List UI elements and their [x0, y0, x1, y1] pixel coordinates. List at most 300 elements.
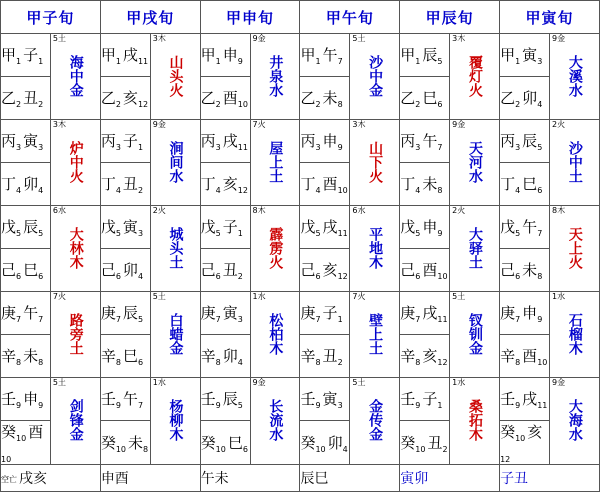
- nayin-number: 7: [352, 292, 358, 301]
- heavenly-stem: 丙: [1, 131, 17, 150]
- nayin-cell: [450, 292, 500, 378]
- stem-number: 10: [16, 434, 27, 444]
- heavenly-stem: 戊: [300, 217, 316, 236]
- earthly-branch: 寅: [522, 45, 538, 64]
- nayin-tag: [53, 207, 66, 215]
- nayin-tag: [552, 207, 565, 215]
- stem-number: 5: [115, 229, 121, 239]
- heavenly-stem: 癸: [1, 423, 17, 441]
- footer-row: [1, 465, 600, 492]
- nayin-element: 火: [357, 292, 366, 301]
- nayin-tag: [153, 379, 166, 387]
- heavenly-stem: 壬: [500, 389, 516, 408]
- branch-number: 11: [437, 315, 448, 325]
- ganzhi-cell: [500, 163, 550, 206]
- ganzhi-cell: [500, 77, 550, 120]
- earthly-branch: 酉: [422, 260, 438, 279]
- earthly-branch: 申: [222, 45, 238, 64]
- heavenly-stem: 辛: [1, 346, 17, 365]
- heavenly-stem: 癸: [300, 433, 316, 452]
- stem-number: 7: [415, 315, 421, 325]
- heavenly-stem: 甲: [200, 45, 216, 64]
- branch-number: 12: [137, 100, 149, 110]
- ganzhi-cell: [100, 34, 150, 77]
- nayin-element: 水: [357, 206, 366, 215]
- nayin-cell: [549, 206, 599, 292]
- nayin-tag: [253, 207, 266, 215]
- nayin-element: 土: [157, 292, 166, 301]
- ganzhi-cell: [400, 206, 450, 249]
- earthly-branch: 亥: [422, 346, 438, 365]
- nayin-element: 土: [457, 292, 466, 301]
- heavenly-stem: 乙: [500, 88, 516, 107]
- ganzhi-cell: [100, 206, 150, 249]
- stem-number: 4: [215, 186, 221, 196]
- heavenly-stem: 甲: [500, 45, 516, 64]
- stem-number: 5: [215, 229, 221, 239]
- branch-number: 3: [137, 229, 144, 239]
- earthly-branch: 卯: [522, 88, 538, 107]
- stem-number: 5: [16, 229, 22, 239]
- nayin-element: 木: [457, 34, 466, 43]
- ganzhi-cell: [300, 120, 350, 163]
- nayin-name: 金传金: [367, 399, 384, 442]
- stem-number: 10: [315, 444, 326, 454]
- nayin-cell: [150, 378, 200, 465]
- heavenly-stem: 癸: [200, 433, 216, 452]
- column-header: 甲辰旬: [400, 1, 500, 34]
- nayin-number: 5: [352, 378, 358, 387]
- heavenly-stem: 辛: [400, 346, 416, 365]
- branch-number: 7: [137, 401, 144, 411]
- earthly-branch: 卯: [122, 260, 138, 279]
- nayin-name: 山头火: [167, 54, 184, 97]
- stem-number: 2: [515, 100, 521, 110]
- ganzhi-cell: [100, 163, 150, 206]
- nayin-element: 金: [257, 378, 266, 387]
- nayin-cell: [350, 292, 400, 378]
- nayin-cell: [250, 120, 300, 206]
- heavenly-stem: 辛: [100, 346, 116, 365]
- nayin-element: 火: [457, 206, 466, 215]
- ganzhi-cell: [300, 292, 350, 335]
- earthly-branch: 酉: [222, 88, 238, 107]
- branch-number: 1: [137, 143, 144, 153]
- nayin-tag: [352, 293, 365, 301]
- nayin-cell: [50, 34, 100, 120]
- nayin-cell: [50, 292, 100, 378]
- stem-number: 1: [515, 57, 521, 67]
- kongwang-value: 戌亥: [19, 471, 47, 488]
- nayin-tag: [53, 121, 66, 129]
- nayin-name: 覆灯火: [466, 54, 483, 97]
- stem-number: 3: [16, 143, 22, 153]
- branch-number: 1: [237, 229, 243, 239]
- heavenly-stem: 戊: [400, 217, 416, 236]
- nayin-number: 3: [452, 34, 458, 43]
- nayin-tag: [53, 35, 66, 43]
- nayin-name: 大林木: [67, 226, 84, 269]
- stem-number: 6: [115, 272, 121, 282]
- branch-number: 6: [437, 100, 443, 110]
- stem-number: 4: [415, 186, 421, 196]
- branch-number: 12: [500, 455, 511, 465]
- heavenly-stem: 壬: [200, 389, 216, 408]
- earthly-branch: 戌: [522, 389, 538, 408]
- table-row: [1, 206, 600, 249]
- table-row: [1, 34, 600, 77]
- ganzhi-cell: [1, 335, 51, 378]
- stem-number: 7: [315, 315, 321, 325]
- branch-number: 3: [237, 315, 243, 325]
- stem-number: 2: [115, 100, 121, 110]
- nayin-number: 9: [252, 34, 258, 43]
- nayin-element: 火: [257, 120, 266, 129]
- nayin-cell: [50, 206, 100, 292]
- nayin-element: 水: [157, 378, 166, 387]
- stem-number: 2: [16, 100, 22, 110]
- branch-number: 10: [337, 186, 348, 196]
- stem-number: 3: [415, 143, 421, 153]
- earthly-branch: 子: [122, 131, 138, 150]
- ganzhi-cell: [1, 120, 51, 163]
- nayin-cell: [150, 120, 200, 206]
- branch-number: 8: [143, 444, 149, 454]
- stem-number: 2: [215, 100, 221, 110]
- ganzhi-cell: [1, 421, 51, 465]
- heavenly-stem: 丁: [500, 174, 516, 193]
- branch-number: 10: [237, 100, 248, 110]
- heavenly-stem: 甲: [400, 45, 416, 64]
- nayin-number: 1: [551, 292, 558, 301]
- nayin-cell: [50, 378, 100, 465]
- nayin-element: 木: [157, 34, 166, 43]
- earthly-branch: 巳: [422, 88, 438, 107]
- nayin-tag: [253, 35, 266, 43]
- ganzhi-cell: [400, 77, 450, 120]
- earthly-branch: 丑: [427, 433, 443, 452]
- stem-number: 3: [315, 143, 321, 153]
- nayin-cell: [549, 292, 599, 378]
- nayin-tag: [452, 379, 465, 387]
- nayin-tag: [452, 293, 465, 301]
- ganzhi-cell: [200, 206, 250, 249]
- nayin-name: 杨柳木: [167, 399, 184, 442]
- earthly-branch: 卯: [222, 346, 238, 365]
- nayin-tag: [153, 207, 166, 215]
- nayin-element: 土: [58, 378, 66, 387]
- ganzhi-cell: [100, 378, 150, 421]
- nayin-element: 土: [357, 378, 366, 387]
- stem-number: 8: [515, 358, 521, 368]
- nayin-name: 霹雳火: [267, 226, 284, 269]
- nayin-name: 石榴木: [566, 312, 583, 355]
- branch-number: 6: [137, 358, 144, 368]
- heavenly-stem: 庚: [100, 303, 116, 322]
- branch-number: 7: [537, 229, 543, 239]
- earthly-branch: 未: [322, 88, 338, 107]
- ganzhi-cell: [1, 292, 51, 335]
- earthly-branch: 未: [422, 174, 438, 193]
- ganzhi-cell: [500, 249, 550, 292]
- ganzhi-cell: [200, 249, 250, 292]
- stem-number: 8: [215, 358, 221, 368]
- ganzhi-cell: [100, 120, 150, 163]
- ganzhi-cell: [300, 421, 350, 465]
- nayin-name: 海中金: [67, 54, 84, 97]
- nayin-number: 9: [551, 378, 558, 387]
- earthly-branch: 丑: [23, 88, 39, 107]
- heavenly-stem: 己: [300, 260, 316, 279]
- nayin-cell: [250, 34, 300, 120]
- column-header: 甲寅旬: [500, 1, 600, 34]
- earthly-branch: 寅: [222, 303, 238, 322]
- nayin-element: 金: [457, 120, 466, 129]
- nayin-element: 木: [58, 120, 66, 129]
- earthly-branch: 寅: [322, 389, 338, 408]
- nayin-name: 白蜡金: [167, 312, 184, 355]
- nayin-cell: [150, 34, 200, 120]
- nayin-tag: [153, 293, 166, 301]
- heavenly-stem: 己: [500, 260, 516, 279]
- nayin-number: 5: [452, 292, 458, 301]
- nayin-number: 3: [352, 120, 358, 129]
- nayin-number: 5: [152, 292, 158, 301]
- stem-number: 8: [315, 358, 321, 368]
- branch-number: 7: [437, 143, 443, 153]
- nayin-element: 火: [557, 120, 566, 129]
- heavenly-stem: 乙: [300, 88, 316, 107]
- earthly-branch: 卯: [23, 174, 39, 193]
- branch-number: 6: [537, 186, 543, 196]
- branch-number: 2: [442, 444, 448, 454]
- nayin-element: 金: [257, 34, 266, 43]
- heavenly-stem: 丁: [400, 174, 416, 193]
- branch-number: 9: [337, 143, 343, 153]
- stem-number: 6: [215, 272, 221, 282]
- branch-number: 1: [38, 57, 44, 67]
- header-row: [1, 1, 600, 34]
- nayin-tag: [352, 379, 365, 387]
- branch-number: 10: [437, 272, 448, 282]
- ganzhi-cell: [100, 335, 150, 378]
- branch-number: 3: [38, 143, 44, 153]
- ganzhi-cell: [400, 163, 450, 206]
- ganzhi-cell: [200, 421, 250, 465]
- earthly-branch: 午: [422, 131, 438, 150]
- stem-number: 10: [515, 434, 526, 444]
- earthly-branch: 子: [23, 45, 39, 64]
- nayin-tag: [352, 121, 365, 129]
- ganzhi-cell: [400, 292, 450, 335]
- nayin-name: 大驿土: [466, 226, 483, 269]
- branch-number: 5: [38, 229, 44, 239]
- nayin-tag: [452, 207, 465, 215]
- nayin-element: 金: [557, 378, 566, 387]
- earthly-branch: 未: [23, 346, 39, 365]
- table-row: [1, 378, 600, 421]
- nayin-number: 9: [152, 120, 158, 129]
- ganzhi-cell: [300, 378, 350, 421]
- heavenly-stem: 甲: [100, 45, 116, 64]
- ganzhi-cell: [100, 249, 150, 292]
- nayin-name: 松柏木: [267, 312, 284, 355]
- earthly-branch: 巳: [522, 174, 538, 193]
- nayin-cell: [50, 120, 100, 206]
- stem-number: 9: [315, 401, 321, 411]
- nayin-cell: [450, 34, 500, 120]
- stem-number: 5: [515, 229, 521, 239]
- branch-number: 2: [337, 358, 343, 368]
- nayin-element: 土: [357, 34, 366, 43]
- branch-number: 7: [38, 315, 44, 325]
- ganzhi-cell: [500, 335, 550, 378]
- earthly-branch: 辰: [23, 217, 39, 236]
- column-header: 甲申旬: [200, 1, 300, 34]
- earthly-branch: 午: [23, 303, 39, 322]
- earthly-branch: 戌: [222, 131, 238, 150]
- nayin-name: 天上火: [566, 226, 583, 269]
- heavenly-stem: 戊: [500, 217, 516, 236]
- earthly-branch: 午: [522, 217, 538, 236]
- nayin-name: 钗钏金: [466, 312, 483, 355]
- nayin-tag: [153, 121, 166, 129]
- nayin-number: 3: [152, 34, 158, 43]
- heavenly-stem: 辛: [300, 346, 316, 365]
- heavenly-stem: 己: [1, 260, 17, 279]
- ganzhi-cell: [500, 206, 550, 249]
- branch-number: 11: [537, 401, 548, 411]
- nayin-name: 山下火: [367, 140, 384, 183]
- branch-number: 9: [38, 401, 44, 411]
- branch-number: 3: [537, 57, 543, 67]
- nayin-element: 水: [58, 206, 66, 215]
- ganzhi-cell: [1, 378, 51, 421]
- kongwang-value: 辰巳: [300, 471, 329, 488]
- nayin-name: 壁上土: [367, 312, 384, 355]
- kongwang-value: 申酉: [100, 471, 129, 488]
- branch-number: 9: [437, 229, 443, 239]
- nayin-cell: [549, 120, 599, 206]
- branch-number: 4: [137, 272, 144, 282]
- nayin-tag: [552, 35, 565, 43]
- nayin-number: 7: [52, 292, 58, 301]
- column-header: 甲戌旬: [100, 1, 200, 34]
- heavenly-stem: 丁: [300, 174, 316, 193]
- stem-number: 7: [215, 315, 221, 325]
- heavenly-stem: 丙: [200, 131, 216, 150]
- branch-number: 8: [437, 186, 443, 196]
- kongwang-cell: [400, 465, 500, 492]
- ganzhi-cell: [300, 249, 350, 292]
- nayin-number: 8: [551, 206, 558, 215]
- ganzhi-cell: [1, 206, 51, 249]
- nayin-element: 水: [457, 378, 466, 387]
- branch-number: 8: [537, 272, 543, 282]
- nayin-tag: [452, 35, 465, 43]
- heavenly-stem: 丁: [1, 174, 17, 193]
- earthly-branch: 丑: [122, 174, 138, 193]
- stem-number: 9: [16, 401, 22, 411]
- branch-number: 5: [537, 143, 543, 153]
- kongwang-value: 午未: [200, 471, 229, 488]
- ganzhi-cell: [1, 34, 51, 77]
- nayin-tag: [352, 207, 365, 215]
- earthly-branch: 巳: [23, 260, 39, 279]
- kongwang-value: 子丑: [500, 471, 529, 488]
- nayin-number: 6: [52, 206, 58, 215]
- stem-number: 5: [315, 229, 321, 239]
- nayin-name: 炉中火: [67, 140, 84, 183]
- stem-number: 6: [315, 272, 321, 282]
- stem-number: 1: [16, 57, 22, 67]
- ganzhi-cell: [400, 421, 450, 465]
- ganzhi-cell: [300, 163, 350, 206]
- nayin-number: 1: [152, 378, 158, 387]
- branch-number: 5: [237, 401, 243, 411]
- nayin-number: 7: [252, 120, 258, 129]
- heavenly-stem: 癸: [100, 433, 116, 452]
- ganzhi-cell: [500, 120, 550, 163]
- nayin-element: 金: [157, 120, 166, 129]
- ganzhi-cell: [100, 292, 150, 335]
- branch-number: 12: [237, 186, 248, 196]
- nayin-name: 天河水: [466, 140, 483, 183]
- heavenly-stem: 戊: [1, 217, 17, 236]
- stem-number: 9: [415, 401, 421, 411]
- nayin-name: 井泉水: [267, 54, 284, 97]
- earthly-branch: 子: [222, 217, 238, 236]
- nayin-element: 水: [557, 292, 566, 301]
- stem-number: 2: [315, 100, 321, 110]
- branch-number: 9: [537, 315, 543, 325]
- nayin-tag: [53, 293, 66, 301]
- stem-number: 9: [515, 401, 521, 411]
- ganzhi-cell: [400, 34, 450, 77]
- nayin-cell: [150, 206, 200, 292]
- heavenly-stem: 壬: [300, 389, 316, 408]
- heavenly-stem: 庚: [300, 303, 316, 322]
- branch-number: 10: [1, 455, 12, 465]
- ganzhi-cell: [300, 77, 350, 120]
- nayin-name: 平地木: [367, 226, 384, 269]
- stem-number: 4: [315, 186, 321, 196]
- heavenly-stem: 癸: [400, 433, 416, 452]
- stem-number: 10: [115, 444, 127, 454]
- branch-number: 4: [237, 358, 243, 368]
- kongwang-cell: [300, 465, 400, 492]
- heavenly-stem: 己: [200, 260, 216, 279]
- ganzhi-cell: [1, 249, 51, 292]
- ganzhi-cell: [100, 421, 150, 465]
- heavenly-stem: 丁: [100, 174, 116, 193]
- branch-number: 1: [337, 315, 343, 325]
- nayin-element: 火: [58, 292, 66, 301]
- branch-number: 5: [137, 315, 144, 325]
- nayin-number: 1: [252, 292, 258, 301]
- nayin-name: 屋上土: [267, 140, 284, 183]
- earthly-branch: 申: [522, 303, 538, 322]
- ganzhi-cell: [200, 292, 250, 335]
- nayin-name: 大溪水: [566, 54, 583, 97]
- nayin-tag: [552, 293, 565, 301]
- earthly-branch: 酉: [522, 346, 538, 365]
- ganzhi-cell: [200, 34, 250, 77]
- stem-number: 1: [315, 57, 321, 67]
- kongwang-cell: [500, 465, 600, 492]
- ganzhi-cell: [400, 378, 450, 421]
- branch-number: 11: [137, 57, 149, 67]
